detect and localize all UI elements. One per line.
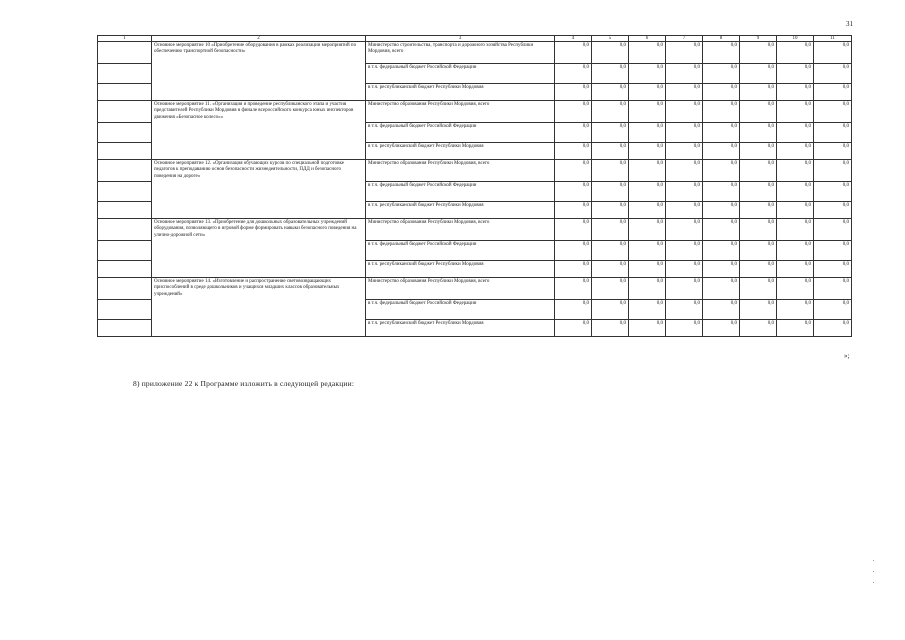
value-cell: 0,0 bbox=[740, 123, 777, 143]
value-cell: 0,0 bbox=[629, 160, 666, 182]
status-cell bbox=[98, 300, 152, 320]
status-cell bbox=[98, 84, 152, 101]
value-cell: 0,0 bbox=[740, 241, 777, 261]
header-cell: 8 bbox=[703, 36, 740, 42]
value-cell: 0,0 bbox=[740, 84, 777, 101]
value-cell: 0,0 bbox=[592, 182, 629, 202]
value-cell: 0,0 bbox=[777, 300, 814, 320]
funding-source: в т.ч. федеральный бюджет Российской Федерации bbox=[366, 64, 555, 84]
value-cell: 0,0 bbox=[777, 202, 814, 219]
value-cell: 0,0 bbox=[555, 202, 592, 219]
value-cell: 0,0 bbox=[666, 84, 703, 101]
value-cell: 0,0 bbox=[592, 219, 629, 241]
activity-name: Основное мероприятие 14. «Изготовление и распространение световозвращающих приспособлений в среде дошкольников и учащихся младших классов образовательных учреждений» bbox=[152, 278, 366, 337]
status-cell bbox=[98, 219, 152, 241]
value-cell: 0,0 bbox=[666, 241, 703, 261]
value-cell: 0,0 bbox=[666, 320, 703, 337]
value-cell: 0,0 bbox=[703, 123, 740, 143]
funding-source: в т.ч. федеральный бюджет Российской Федерации bbox=[366, 241, 555, 261]
funding-source: Министерство строительства, транспорта и дорожного хозяйства Республики Мордовия, всего bbox=[366, 42, 555, 64]
value-cell: 0,0 bbox=[666, 101, 703, 123]
value-cell: 0,0 bbox=[592, 101, 629, 123]
value-cell: 0,0 bbox=[555, 182, 592, 202]
value-cell: 0,0 bbox=[629, 123, 666, 143]
value-cell: 0,0 bbox=[814, 182, 852, 202]
value-cell: 0,0 bbox=[629, 84, 666, 101]
activity-name: Основное мероприятие 13. «Приобретение для дошкольных образовательных учреждений оборудования, позволяющего в игровой форме формировать навыки безопасного поведения на улично-дорожной сети» bbox=[152, 219, 366, 278]
value-cell: 0,0 bbox=[592, 202, 629, 219]
value-cell: 0,0 bbox=[703, 42, 740, 64]
value-cell: 0,0 bbox=[740, 182, 777, 202]
value-cell: 0,0 bbox=[703, 202, 740, 219]
value-cell: 0,0 bbox=[740, 278, 777, 300]
value-cell: 0,0 bbox=[740, 300, 777, 320]
activity-name: Основное мероприятие 11. «Организация и проведение республиканского этапа и участия представителей Республики Мордовия в финале всероссийского конкурса юных инспекторов движения «Безопасное колесо»» bbox=[152, 101, 366, 160]
value-cell: 0,0 bbox=[740, 64, 777, 84]
value-cell: 0,0 bbox=[629, 42, 666, 64]
table-row bbox=[98, 278, 852, 300]
value-cell: 0,0 bbox=[555, 84, 592, 101]
value-cell: 0,0 bbox=[629, 278, 666, 300]
header-cell: 7 bbox=[666, 36, 703, 42]
value-cell: 0,0 bbox=[777, 64, 814, 84]
value-cell: 0,0 bbox=[703, 219, 740, 241]
value-cell: 0,0 bbox=[814, 84, 852, 101]
closing-quote: »; bbox=[844, 352, 850, 360]
value-cell: 0,0 bbox=[592, 300, 629, 320]
value-cell: 0,0 bbox=[740, 261, 777, 278]
header-cell: 10 bbox=[777, 36, 814, 42]
value-cell: 0,0 bbox=[555, 261, 592, 278]
value-cell: 0,0 bbox=[592, 64, 629, 84]
value-cell: 0,0 bbox=[629, 261, 666, 278]
funding-source: в т.ч. республиканский бюджет Республики Мордовия bbox=[366, 320, 555, 337]
value-cell: 0,0 bbox=[777, 182, 814, 202]
value-cell: 0,0 bbox=[666, 182, 703, 202]
value-cell: 0,0 bbox=[555, 241, 592, 261]
header-cell: 11 bbox=[814, 36, 852, 42]
status-cell bbox=[98, 182, 152, 202]
funding-source: в т.ч. федеральный бюджет Российской Федерации bbox=[366, 182, 555, 202]
value-cell: 0,0 bbox=[555, 160, 592, 182]
value-cell: 0,0 bbox=[814, 160, 852, 182]
value-cell: 0,0 bbox=[666, 300, 703, 320]
value-cell: 0,0 bbox=[777, 101, 814, 123]
value-cell: 0,0 bbox=[666, 123, 703, 143]
header-cell: 1 bbox=[98, 36, 152, 42]
value-cell: 0,0 bbox=[592, 320, 629, 337]
value-cell: 0,0 bbox=[740, 101, 777, 123]
value-cell: 0,0 bbox=[814, 300, 852, 320]
value-cell: 0,0 bbox=[814, 64, 852, 84]
value-cell: 0,0 bbox=[777, 42, 814, 64]
activity-name: Основное мероприятие 12. «Организация обучающих курсов по специальной подготовке педагогов к преподаванию основ безопасности жизнедеятельности, ПДД и безопасного поведения на дороге» bbox=[152, 160, 366, 219]
status-cell bbox=[98, 143, 152, 160]
header-cell: 2 bbox=[152, 36, 366, 42]
value-cell: 0,0 bbox=[592, 123, 629, 143]
value-cell: 0,0 bbox=[555, 123, 592, 143]
value-cell: 0,0 bbox=[666, 143, 703, 160]
value-cell: 0,0 bbox=[592, 143, 629, 160]
table-row bbox=[98, 42, 852, 64]
value-cell: 0,0 bbox=[592, 84, 629, 101]
value-cell: 0,0 bbox=[592, 160, 629, 182]
value-cell: 0,0 bbox=[629, 182, 666, 202]
value-cell: 0,0 bbox=[555, 42, 592, 64]
value-cell: 0,0 bbox=[666, 219, 703, 241]
status-cell bbox=[98, 241, 152, 261]
value-cell: 0,0 bbox=[629, 101, 666, 123]
funding-source: в т.ч. федеральный бюджет Российской Федерации bbox=[366, 300, 555, 320]
value-cell: 0,0 bbox=[666, 160, 703, 182]
value-cell: 0,0 bbox=[555, 278, 592, 300]
value-cell: 0,0 bbox=[777, 143, 814, 160]
value-cell: 0,0 bbox=[740, 42, 777, 64]
value-cell: 0,0 bbox=[814, 123, 852, 143]
value-cell: 0,0 bbox=[777, 320, 814, 337]
value-cell: 0,0 bbox=[703, 261, 740, 278]
value-cell: 0,0 bbox=[740, 143, 777, 160]
value-cell: 0,0 bbox=[592, 241, 629, 261]
funding-source: Министерство образования Республики Мордовия, всего bbox=[366, 219, 555, 241]
value-cell: 0,0 bbox=[777, 261, 814, 278]
value-cell: 0,0 bbox=[777, 278, 814, 300]
status-cell bbox=[98, 123, 152, 143]
footer-instruction: 8) приложение 22 к Программе изложить в следующей редакции: bbox=[133, 379, 355, 388]
value-cell: 0,0 bbox=[777, 219, 814, 241]
activity-name: Основное мероприятие 10 «Приобретение оборудования в рамках реализации мероприятий по обеспечению транспортной безопасности» bbox=[152, 42, 366, 101]
funding-source: в т.ч. республиканский бюджет Республики Мордовия bbox=[366, 143, 555, 160]
funding-source: Министерство образования Республики Мордовия, всего bbox=[366, 160, 555, 182]
table-row bbox=[98, 101, 852, 123]
table-row bbox=[98, 219, 852, 241]
value-cell: 0,0 bbox=[814, 278, 852, 300]
header-cell: 4 bbox=[555, 36, 592, 42]
status-cell bbox=[98, 64, 152, 84]
value-cell: 0,0 bbox=[666, 64, 703, 84]
status-cell bbox=[98, 261, 152, 278]
value-cell: 0,0 bbox=[555, 101, 592, 123]
value-cell: 0,0 bbox=[666, 278, 703, 300]
value-cell: 0,0 bbox=[814, 241, 852, 261]
value-cell: 0,0 bbox=[740, 219, 777, 241]
value-cell: 0,0 bbox=[703, 64, 740, 84]
value-cell: 0,0 bbox=[814, 219, 852, 241]
value-cell: 0,0 bbox=[592, 42, 629, 64]
header-cell: 6 bbox=[629, 36, 666, 42]
header-cell: 5 bbox=[592, 36, 629, 42]
value-cell: 0,0 bbox=[703, 160, 740, 182]
value-cell: 0,0 bbox=[629, 300, 666, 320]
value-cell: 0,0 bbox=[740, 202, 777, 219]
value-cell: 0,0 bbox=[629, 219, 666, 241]
value-cell: 0,0 bbox=[666, 261, 703, 278]
funding-source: в т.ч. республиканский бюджет Республики Мордовия bbox=[366, 261, 555, 278]
status-cell bbox=[98, 101, 152, 123]
value-cell: 0,0 bbox=[703, 84, 740, 101]
value-cell: 0,0 bbox=[666, 42, 703, 64]
page-number: 31 bbox=[846, 20, 853, 28]
value-cell: 0,0 bbox=[555, 300, 592, 320]
value-cell: 0,0 bbox=[555, 320, 592, 337]
funding-source: в т.ч. республиканский бюджет Республики Мордовия bbox=[366, 84, 555, 101]
value-cell: 0,0 bbox=[777, 160, 814, 182]
value-cell: 0,0 bbox=[740, 320, 777, 337]
status-cell bbox=[98, 278, 152, 300]
value-cell: 0,0 bbox=[740, 160, 777, 182]
value-cell: 0,0 bbox=[592, 278, 629, 300]
status-cell bbox=[98, 320, 152, 337]
value-cell: 0,0 bbox=[592, 261, 629, 278]
funding-source: в т.ч. федеральный бюджет Российской Федерации bbox=[366, 123, 555, 143]
header-cell: 9 bbox=[740, 36, 777, 42]
value-cell: 0,0 bbox=[703, 143, 740, 160]
value-cell: 0,0 bbox=[703, 101, 740, 123]
value-cell: 0,0 bbox=[703, 320, 740, 337]
value-cell: 0,0 bbox=[555, 143, 592, 160]
header-cell: 3 bbox=[366, 36, 555, 42]
funding-source: Министерство образования Республики Мордовия, всего bbox=[366, 278, 555, 300]
value-cell: 0,0 bbox=[814, 261, 852, 278]
value-cell: 0,0 bbox=[777, 123, 814, 143]
scan-specks bbox=[873, 560, 876, 600]
value-cell: 0,0 bbox=[629, 143, 666, 160]
value-cell: 0,0 bbox=[629, 241, 666, 261]
value-cell: 0,0 bbox=[814, 320, 852, 337]
value-cell: 0,0 bbox=[814, 202, 852, 219]
value-cell: 0,0 bbox=[703, 300, 740, 320]
status-cell bbox=[98, 202, 152, 219]
funding-source: Министерство образования Республики Мордовия, всего bbox=[366, 101, 555, 123]
table-row bbox=[98, 160, 852, 182]
budget-table bbox=[97, 35, 852, 337]
value-cell: 0,0 bbox=[666, 202, 703, 219]
value-cell: 0,0 bbox=[814, 101, 852, 123]
value-cell: 0,0 bbox=[555, 64, 592, 84]
value-cell: 0,0 bbox=[703, 241, 740, 261]
value-cell: 0,0 bbox=[555, 219, 592, 241]
value-cell: 0,0 bbox=[777, 241, 814, 261]
value-cell: 0,0 bbox=[777, 84, 814, 101]
value-cell: 0,0 bbox=[703, 182, 740, 202]
funding-source: в т.ч. республиканский бюджет Республики Мордовия bbox=[366, 202, 555, 219]
value-cell: 0,0 bbox=[629, 320, 666, 337]
status-cell bbox=[98, 42, 152, 64]
value-cell: 0,0 bbox=[814, 42, 852, 64]
value-cell: 0,0 bbox=[703, 278, 740, 300]
status-cell bbox=[98, 160, 152, 182]
value-cell: 0,0 bbox=[629, 202, 666, 219]
value-cell: 0,0 bbox=[814, 143, 852, 160]
value-cell: 0,0 bbox=[629, 64, 666, 84]
